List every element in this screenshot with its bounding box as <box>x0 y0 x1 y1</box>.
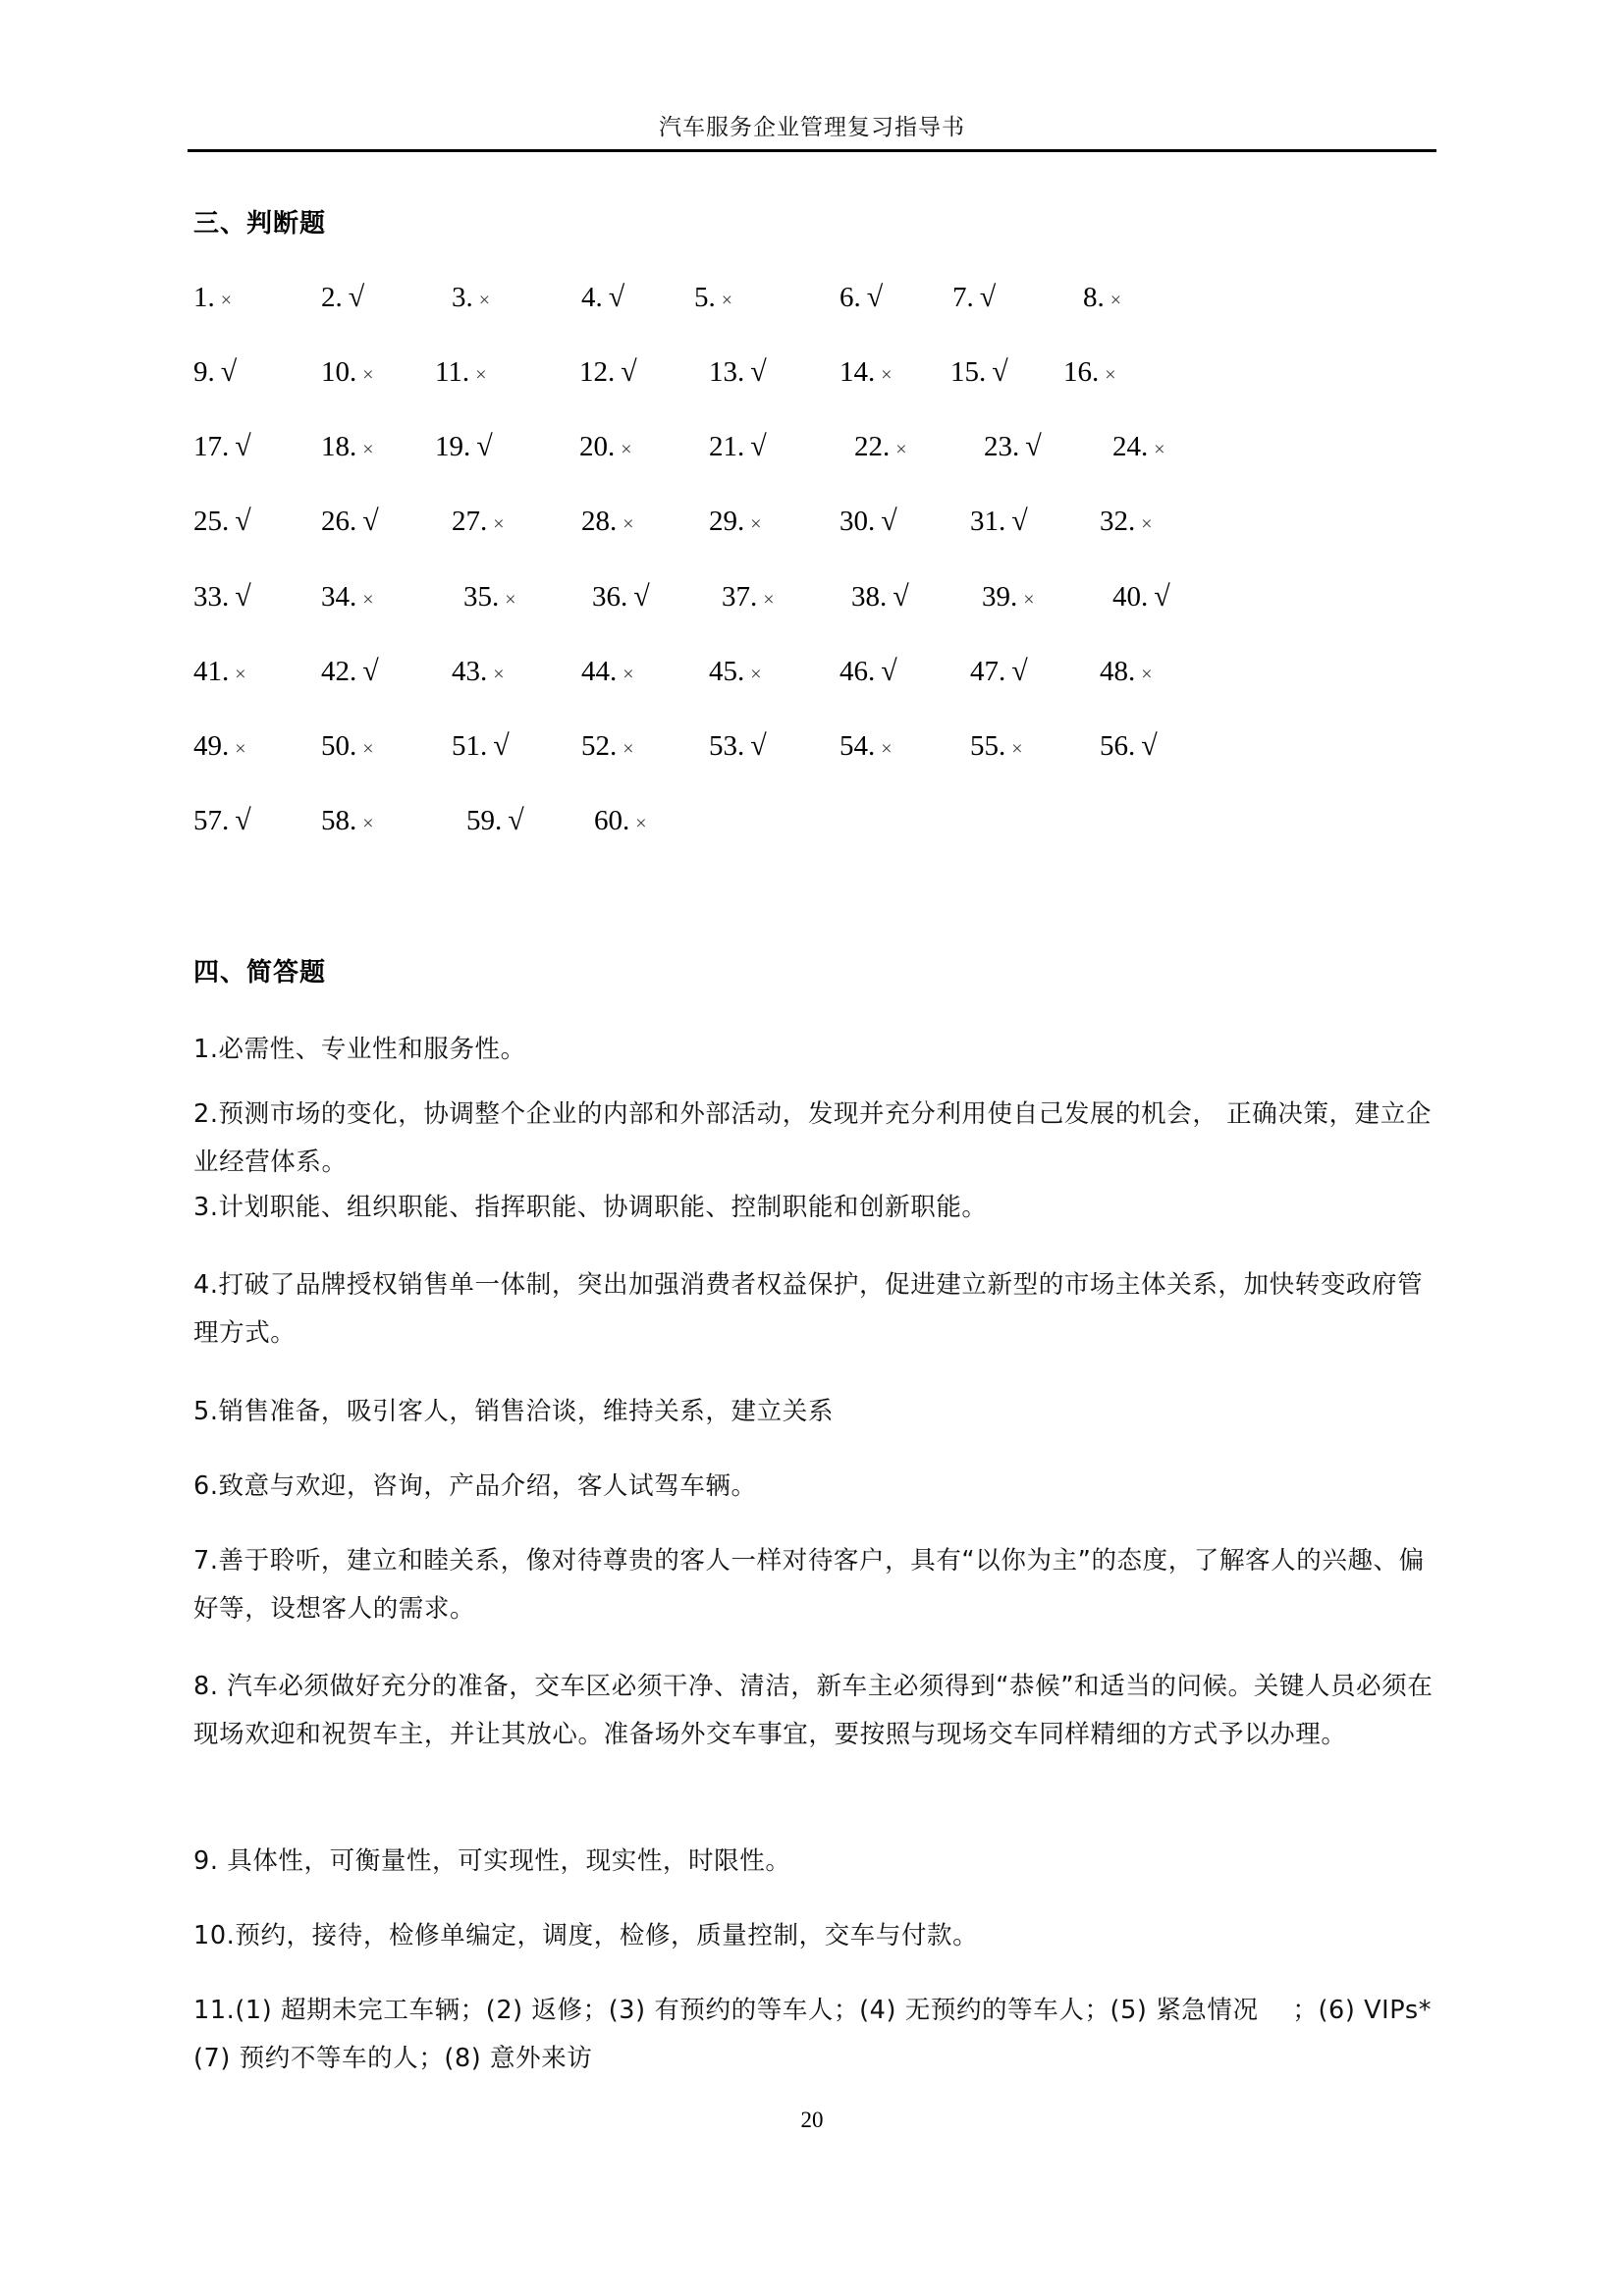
answer-item <box>321 278 364 317</box>
short-answer-10: 10.预约，接待，检修单编定，调度，检修，质量控制，交车与付款。 <box>193 1921 979 1950</box>
check-mark-icon: √ <box>1141 729 1158 762</box>
check-mark-icon: √ <box>362 655 379 687</box>
answer-item <box>952 278 996 317</box>
answer-item <box>193 502 251 541</box>
answer-row <box>0 352 1624 392</box>
short-answer-8: 8. 汽车必须做好充分的准备，交车区必须干净、清洁，新车主必须得到“恭候”和适当的问候。关键人员必须在现场欢迎和祝贺车主，并让其放心。准备场外交车事宜，要按照与现场交车同样精细的方式予以办理。 <box>193 1672 1434 1749</box>
cross-mark-icon: × <box>362 439 374 460</box>
check-mark-icon: √ <box>508 804 524 836</box>
check-mark-icon: √ <box>1025 430 1042 462</box>
answer-number: 5. <box>694 282 716 313</box>
short-answer-6: 6.致意与欢迎，咨询，产品介绍，客人试驾车辆。 <box>193 1471 757 1501</box>
answer-number: 6. <box>839 282 861 313</box>
answer-item <box>579 427 632 469</box>
answer-item <box>466 801 524 840</box>
cross-mark-icon: × <box>1154 439 1165 460</box>
answer-number: 32. <box>1100 506 1136 537</box>
answer-item <box>321 352 374 395</box>
check-mark-icon: √ <box>1011 505 1028 537</box>
answer-number: 48. <box>1100 656 1136 687</box>
answer-item <box>581 652 634 694</box>
short-answer-2: 2.预测市场的变化，协调整个企业的内部和外部活动，发现并充分利用使自己发展的机会， 正确决策，建立企业经营体系。 <box>193 1099 1432 1177</box>
answer-row <box>0 726 1624 766</box>
cross-mark-icon: × <box>493 513 505 535</box>
answer-item <box>709 352 767 392</box>
page-number: 20 <box>800 2108 824 2132</box>
cross-mark-icon: × <box>1105 364 1116 386</box>
check-mark-icon: √ <box>235 430 251 462</box>
answer-number: 54. <box>839 730 876 762</box>
cross-mark-icon: × <box>478 290 491 311</box>
answer-item <box>321 801 374 843</box>
answer-item <box>1063 352 1116 395</box>
answer-number: 21. <box>709 431 745 462</box>
answer-number: 47. <box>970 656 1006 687</box>
answer-item <box>1100 502 1153 544</box>
answer-number: 49. <box>193 730 230 762</box>
short-answer-11: 11.(1) 超期未完工车辆；(2) 返修；(3) 有预约的等车人；(4) 无预约的等车人；(5) 紧急情况 ；(6) VIPs*(7) 预约不等车的人；(8) 意外来访 <box>193 1996 1433 2073</box>
answer-number: 46. <box>839 656 876 687</box>
answer-item <box>581 726 634 769</box>
answer-item <box>193 427 251 466</box>
check-mark-icon: √ <box>979 281 997 313</box>
short-answer-3: 3.计划职能、组织职能、指挥职能、协调职能、控制职能和创新职能。 <box>193 1193 988 1222</box>
cross-mark-icon: × <box>750 664 762 685</box>
short-answer-1: 1.必需性、专业性和服务性。 <box>193 1035 526 1064</box>
answer-number: 20. <box>579 431 616 462</box>
answer-item <box>709 427 767 466</box>
check-mark-icon: √ <box>750 430 767 462</box>
answer-number: 25. <box>193 506 230 537</box>
answer-item <box>452 652 505 694</box>
cross-mark-icon: × <box>1141 513 1153 535</box>
answer-item <box>435 427 493 466</box>
answer-number: 37. <box>722 581 758 613</box>
answer-number: 39. <box>982 581 1018 613</box>
answer-number: 40. <box>1112 581 1149 613</box>
short-answer-4: 4.打破了品牌授权销售单一体制，突出加强消费者权益保护，促进建立新型的市场主体关系，加快转变政府管理方式。 <box>193 1270 1424 1348</box>
check-mark-icon: √ <box>235 505 251 537</box>
answer-item <box>321 427 374 469</box>
cross-mark-icon: × <box>1011 738 1023 760</box>
cross-mark-icon: × <box>220 290 233 311</box>
answer-item <box>452 502 505 544</box>
check-mark-icon: √ <box>881 655 897 687</box>
answer-number: 24. <box>1112 431 1149 462</box>
check-mark-icon: √ <box>881 505 897 537</box>
cross-mark-icon: × <box>881 738 893 760</box>
answer-item <box>193 726 246 769</box>
cross-mark-icon: × <box>895 439 907 460</box>
answer-item <box>854 427 907 469</box>
answer-number: 59. <box>466 805 503 836</box>
answer-item <box>694 278 732 320</box>
answer-number: 23. <box>984 431 1020 462</box>
answer-number: 16. <box>1063 356 1100 388</box>
answer-item <box>193 352 237 392</box>
answer-number: 51. <box>452 730 488 762</box>
cross-mark-icon: × <box>475 364 487 386</box>
answer-number: 1. <box>193 282 215 313</box>
answer-item <box>581 502 634 544</box>
answer-number: 30. <box>839 506 876 537</box>
cross-mark-icon: × <box>362 813 374 834</box>
answer-item <box>594 801 647 843</box>
answer-item <box>709 652 762 694</box>
answer-number: 58. <box>321 805 357 836</box>
answer-number: 45. <box>709 656 745 687</box>
answer-item <box>1100 726 1158 766</box>
answer-number: 41. <box>193 656 230 687</box>
answer-item <box>982 577 1035 619</box>
cross-mark-icon: × <box>881 364 893 386</box>
answer-number: 22. <box>854 431 891 462</box>
answer-number: 4. <box>581 282 603 313</box>
short-answer-5: 5.销售准备，吸引客人，销售洽谈，维持关系，建立关系 <box>193 1397 834 1426</box>
check-mark-icon: √ <box>476 430 493 462</box>
check-mark-icon: √ <box>750 729 767 762</box>
answer-number: 43. <box>452 656 488 687</box>
answer-number: 15. <box>950 356 987 388</box>
check-mark-icon: √ <box>235 804 251 836</box>
answer-number: 7. <box>952 282 974 313</box>
check-mark-icon: √ <box>1154 580 1170 613</box>
cross-mark-icon: × <box>635 813 647 834</box>
answer-item <box>839 726 893 769</box>
cross-mark-icon: × <box>750 513 762 535</box>
cross-mark-icon: × <box>623 664 634 685</box>
answer-item <box>1112 427 1165 469</box>
cross-mark-icon: × <box>721 290 733 311</box>
cross-mark-icon: × <box>621 439 632 460</box>
cross-mark-icon: × <box>493 664 505 685</box>
answer-number: 29. <box>709 506 745 537</box>
check-mark-icon: √ <box>621 355 637 388</box>
cross-mark-icon: × <box>623 738 634 760</box>
section-heading-short-answer: 四、简答题 <box>193 958 327 988</box>
cross-mark-icon: × <box>1141 664 1153 685</box>
answer-item <box>193 652 246 694</box>
check-mark-icon: √ <box>348 281 365 313</box>
cross-mark-icon: × <box>505 589 516 611</box>
check-mark-icon: √ <box>1011 655 1028 687</box>
answer-row <box>0 652 1624 691</box>
answer-number: 42. <box>321 656 357 687</box>
header-rule <box>188 149 1436 152</box>
answer-item <box>1100 652 1153 694</box>
answer-number: 27. <box>452 506 488 537</box>
answer-number: 3. <box>452 282 473 313</box>
answer-item <box>984 427 1042 466</box>
answer-number: 14. <box>839 356 876 388</box>
answer-item <box>193 278 232 320</box>
answer-number: 10. <box>321 356 357 388</box>
answer-item <box>452 726 510 766</box>
answer-number: 52. <box>581 730 618 762</box>
answer-item <box>579 352 637 392</box>
running-header: 汽车服务企业管理复习指导书 <box>659 115 965 140</box>
check-mark-icon: √ <box>235 580 251 613</box>
answer-number: 56. <box>1100 730 1136 762</box>
answer-item <box>592 577 650 616</box>
check-mark-icon: √ <box>493 729 510 762</box>
answer-number: 60. <box>594 805 630 836</box>
answer-item <box>321 652 379 691</box>
answer-number: 34. <box>321 581 357 613</box>
answer-item <box>950 352 1008 392</box>
check-mark-icon: √ <box>633 580 650 613</box>
answer-number: 19. <box>435 431 471 462</box>
answer-number: 11. <box>435 356 470 388</box>
answer-number: 50. <box>321 730 357 762</box>
answer-number: 9. <box>193 356 215 388</box>
answer-number: 8. <box>1083 282 1105 313</box>
cross-mark-icon: × <box>763 589 775 611</box>
answer-item <box>321 577 374 619</box>
answer-number: 12. <box>579 356 616 388</box>
answer-item <box>193 801 251 840</box>
answer-number: 28. <box>581 506 618 537</box>
answer-number: 13. <box>709 356 745 388</box>
answer-item <box>970 502 1028 541</box>
answer-item <box>581 278 624 317</box>
check-mark-icon: √ <box>608 281 625 313</box>
answer-number: 17. <box>193 431 230 462</box>
answer-item <box>193 577 251 616</box>
answer-number: 33. <box>193 581 230 613</box>
answer-number: 35. <box>463 581 500 613</box>
answer-row <box>0 502 1624 541</box>
answer-item <box>839 502 897 541</box>
answer-item <box>839 352 893 395</box>
check-mark-icon: √ <box>866 281 884 313</box>
short-answer-9: 9. 具体性，可衡量性，可实现性，现实性，时限性。 <box>193 1846 791 1876</box>
answer-number: 53. <box>709 730 745 762</box>
cross-mark-icon: × <box>362 738 374 760</box>
cross-mark-icon: × <box>1110 290 1122 311</box>
answer-item <box>452 278 490 320</box>
answer-item <box>839 278 883 317</box>
answer-item <box>839 652 897 691</box>
check-mark-icon: √ <box>750 355 767 388</box>
answer-item <box>970 726 1023 769</box>
answer-item <box>709 502 762 544</box>
answer-number: 18. <box>321 431 357 462</box>
answer-item <box>851 577 909 616</box>
answer-item <box>321 726 374 769</box>
answer-item <box>463 577 516 619</box>
answer-row <box>0 278 1624 317</box>
answer-item <box>1083 278 1121 320</box>
answer-item <box>722 577 775 619</box>
answer-row <box>0 577 1624 616</box>
answer-number: 36. <box>592 581 628 613</box>
answer-number: 26. <box>321 506 357 537</box>
check-mark-icon: √ <box>992 355 1008 388</box>
check-mark-icon: √ <box>893 580 909 613</box>
answer-item <box>709 726 767 766</box>
check-mark-icon: √ <box>362 505 379 537</box>
check-mark-icon: √ <box>220 355 238 388</box>
answer-number: 31. <box>970 506 1006 537</box>
answer-number: 44. <box>581 656 618 687</box>
cross-mark-icon: × <box>1023 589 1035 611</box>
cross-mark-icon: × <box>235 738 246 760</box>
answer-item <box>321 502 379 541</box>
answer-row <box>0 427 1624 466</box>
answer-item <box>970 652 1028 691</box>
answer-number: 55. <box>970 730 1006 762</box>
section-heading-true-false: 三、判断题 <box>193 209 327 239</box>
answer-number: 57. <box>193 805 230 836</box>
answer-item <box>435 352 486 395</box>
short-answer-7: 7.善于聆听，建立和睦关系，像对待尊贵的客人一样对待客户，具有“以你为主”的态度，了解客人的兴趣、偏好等，设想客人的需求。 <box>193 1546 1425 1624</box>
answer-item <box>1112 577 1170 616</box>
cross-mark-icon: × <box>623 513 634 535</box>
cross-mark-icon: × <box>362 589 374 611</box>
answer-number: 2. <box>321 282 343 313</box>
answer-row <box>0 801 1624 840</box>
cross-mark-icon: × <box>362 364 374 386</box>
cross-mark-icon: × <box>235 664 246 685</box>
answer-number: 38. <box>851 581 888 613</box>
